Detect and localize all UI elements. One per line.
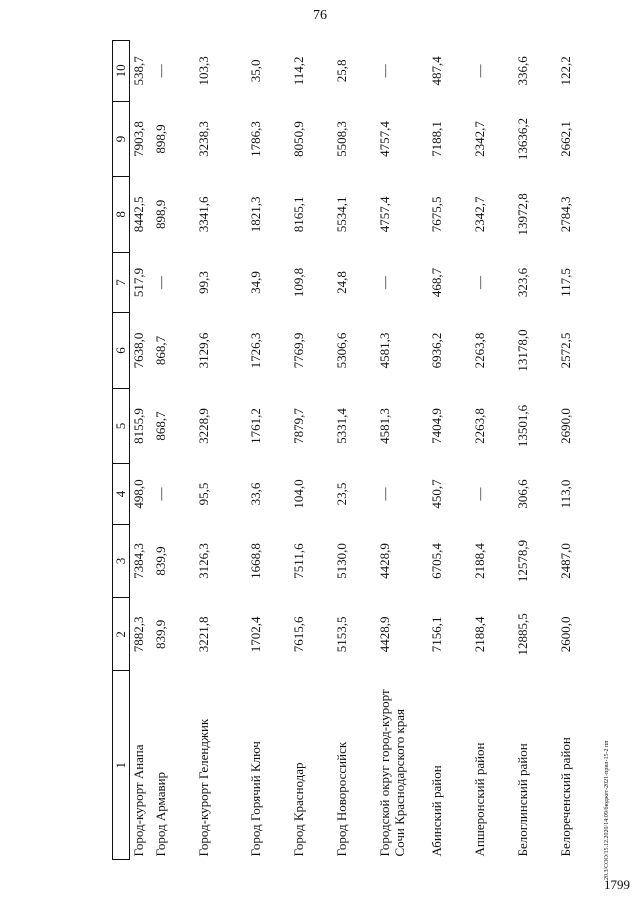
table-cell: 7675,5: [429, 196, 444, 233]
table-cell: 3228,9: [196, 408, 211, 444]
table-cell: 7769,9: [291, 332, 306, 369]
table-cell: 2188,4: [472, 543, 487, 579]
table-cell: 8442,5: [131, 196, 146, 233]
table-cell: 517,9: [131, 267, 146, 298]
table-cell: 839,9: [153, 546, 168, 576]
column-header: 8: [113, 177, 130, 252]
table-cell: 8050,9: [291, 121, 306, 157]
table-cell: 468,7: [429, 267, 444, 298]
column-header: 7: [113, 252, 130, 313]
row-label: Белоглинский район: [515, 743, 530, 857]
table-cell: —: [377, 275, 392, 289]
row-label: Городской округ город-курорт Сочи Краснодарского края: [377, 689, 407, 857]
table-cell: 336,6: [515, 56, 530, 86]
table-cell: 23,5: [334, 482, 349, 506]
table-cell: 7882,3: [131, 616, 146, 653]
table-cell: 6936,2: [429, 332, 444, 369]
table-cell: 2784,3: [558, 196, 573, 233]
table-cell: 450,7: [429, 479, 444, 509]
table-cell: 7903,8: [131, 121, 146, 157]
table-cell: 2263,8: [472, 408, 487, 444]
table-cell: —: [377, 487, 392, 501]
table-cell: 1668,8: [248, 543, 263, 579]
row-label: Белореченский район: [558, 737, 573, 857]
table-cell: 538,7: [131, 56, 146, 86]
table-cell: 4581,3: [377, 408, 392, 444]
row-label: Город Новороссийск: [334, 741, 349, 857]
table-cell: —: [377, 64, 392, 78]
table-cell: 1726,3: [248, 332, 263, 369]
row-label: Город-курорт Анапа: [131, 744, 146, 857]
table-cell: 3129,6: [196, 332, 211, 369]
table-cell: 7511,6: [291, 543, 306, 579]
page-number: 76: [313, 8, 327, 23]
table-cell: 2342,7: [472, 196, 487, 233]
table-cell: 898,9: [153, 199, 168, 230]
row-label: Город Горячий Ключ: [248, 741, 263, 857]
table-cell: 306,6: [515, 479, 530, 509]
table-cell: 7879,7: [291, 408, 306, 444]
table-cell: 487,4: [429, 56, 444, 86]
table-cell: 117,5: [558, 268, 573, 297]
table-cell: 5508,3: [334, 121, 349, 157]
table-cell: 5306,6: [334, 332, 349, 369]
table-cell: 13636,2: [515, 117, 530, 161]
column-header: 2: [113, 598, 130, 671]
column-header: 9: [113, 101, 130, 176]
table-cell: 7384,3: [131, 543, 146, 579]
table-cell: 2600,0: [558, 616, 573, 653]
table-cell: 498,0: [131, 479, 146, 509]
table-cell: 104,0: [291, 479, 306, 509]
table-row: [195, 41, 247, 860]
table-cell: —: [153, 275, 168, 289]
table-cell: 2690,0: [558, 408, 573, 444]
table-cell: 13972,8: [515, 193, 530, 236]
table-cell: 122,2: [558, 56, 573, 86]
table-cell: 25,8: [334, 59, 349, 83]
table-cell: 1702,4: [248, 616, 263, 653]
table-cell: 5130,0: [334, 543, 349, 579]
table-cell: 868,7: [153, 335, 168, 366]
table-cell: 8155,9: [131, 408, 146, 444]
table-cell: 3238,3: [196, 121, 211, 157]
table-cell: 898,9: [153, 124, 168, 154]
header-row: [113, 41, 130, 860]
table-cell: 12885,5: [515, 613, 530, 656]
row-label: Город-курорт Геленджик: [196, 718, 211, 857]
table-row: [376, 41, 428, 860]
table-cell: 7638,0: [131, 332, 146, 369]
table-cell: 3341,6: [196, 196, 211, 233]
row-label: Апшеронский район: [472, 742, 487, 857]
table-cell: 5331,4: [334, 408, 349, 444]
table-cell: 4581,3: [377, 332, 392, 369]
rotated-table-container: [112, 40, 612, 860]
table-cell: 1761,2: [248, 408, 263, 444]
table-row: [471, 41, 514, 860]
table-row: [514, 41, 557, 860]
table-cell: 7156,1: [429, 616, 444, 653]
table-cell: 114,2: [291, 56, 306, 86]
table-row: [428, 41, 471, 860]
table-cell: 5153,5: [334, 616, 349, 653]
column-header: 6: [113, 313, 130, 388]
table-cell: 4757,4: [377, 196, 392, 233]
table-cell: —: [153, 487, 168, 501]
table-row: [333, 41, 376, 860]
column-header: 10: [113, 41, 130, 102]
column-header: 1: [113, 671, 130, 860]
table-cell: —: [472, 487, 487, 501]
table-cell: 3221,8: [196, 616, 211, 653]
table-row: [290, 41, 333, 860]
table-row: [130, 41, 153, 860]
table-cell: 2263,8: [472, 332, 487, 369]
table-cell: —: [472, 275, 487, 289]
table-cell: 103,3: [196, 56, 211, 86]
table-cell: 13501,6: [515, 404, 530, 448]
table-cell: 24,8: [334, 271, 349, 294]
table-cell: 109,8: [291, 267, 306, 298]
table-cell: 2572,5: [558, 332, 573, 369]
column-header: 3: [113, 524, 130, 597]
column-header: 4: [113, 464, 130, 525]
table-cell: 7404,9: [429, 408, 444, 444]
table-cell: 2188,4: [472, 616, 487, 653]
table-cell: 12578,9: [515, 539, 530, 583]
row-label: Город Краснодар: [291, 762, 306, 857]
bottom-page-number: 1799: [604, 877, 630, 892]
budget-table: [112, 40, 609, 860]
table-cell: 95,5: [196, 482, 211, 506]
table-row: [247, 41, 290, 860]
document-code: 20.3/СОО/15.12.2020/14:09/бюджет-2021-прил-15-2 пп: [604, 740, 610, 880]
row-label: Город Армавир: [153, 771, 168, 857]
table-cell: 2487,0: [558, 543, 573, 579]
table-cell: 3126,3: [196, 543, 211, 579]
table-cell: 4428,9: [377, 616, 392, 653]
table-cell: 99,3: [196, 271, 211, 294]
table-cell: 4757,4: [377, 121, 392, 157]
table-cell: 2342,7: [472, 121, 487, 157]
table-cell: 34,9: [248, 271, 263, 294]
table-cell: 113,0: [558, 479, 573, 509]
table-cell: —: [472, 64, 487, 78]
table-cell: 5534,1: [334, 196, 349, 233]
table-row: [557, 41, 609, 860]
table-cell: 1786,3: [248, 121, 263, 157]
table-cell: 1821,3: [248, 196, 263, 233]
table-cell: 868,7: [153, 411, 168, 441]
table-cell: 35,0: [248, 59, 263, 83]
table-cell: 6705,4: [429, 543, 444, 579]
table-cell: 7188,1: [429, 121, 444, 157]
table-cell: 839,9: [153, 619, 168, 649]
column-header: 5: [113, 388, 130, 463]
table-cell: 33,6: [248, 482, 263, 506]
row-label: Абинский район: [429, 765, 444, 857]
table-cell: 13178,0: [515, 329, 530, 372]
table-cell: —: [153, 64, 168, 78]
table-cell: 2662,1: [558, 121, 573, 157]
table-row: [152, 41, 195, 860]
table-cell: 8165,1: [291, 196, 306, 233]
table-cell: 4428,9: [377, 543, 392, 579]
table-cell: 7615,6: [291, 616, 306, 653]
table-cell: 323,6: [515, 267, 530, 298]
